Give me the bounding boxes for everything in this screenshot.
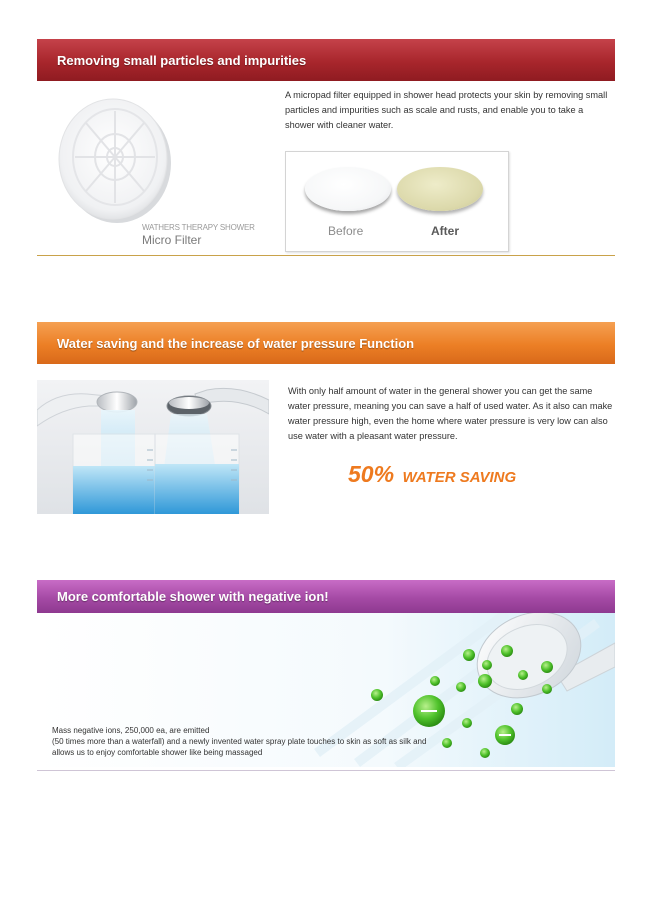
product-caption: WATHERS THERAPY SHOWER [142, 223, 255, 232]
section-negative-ion [37, 580, 615, 775]
section-water-saving [37, 322, 615, 522]
saving-label: WATER SAVING [402, 469, 517, 486]
before-pad [305, 167, 391, 211]
before-label: Before [328, 224, 364, 238]
saving-percent: 50% [348, 461, 395, 487]
micro-filter-image [51, 91, 177, 227]
after-pad [397, 167, 483, 211]
section-description: Mass negative ions, 250,000 ea, are emitted (50 times more than a waterfall) and a newly invented water spray plate touches to skin as soft as silk and allows us to enjoy comfortable shower like being massaged [52, 726, 427, 757]
section-divider [37, 770, 615, 771]
section-title: Removing small particles and impurities [57, 52, 307, 68]
section-title: Water saving and the increase of water pressure Function [57, 335, 415, 351]
section-title-banner [37, 39, 615, 81]
section-description: With only half amount of water in the general shower you can get the same water pressure, meaning you can save a half of used water. As it also can make water pressure high, even the home where water pressure is very low can also use water with a pleasant water pressure. [288, 386, 613, 441]
product-name: Micro Filter [142, 233, 202, 247]
after-label: After [431, 224, 460, 238]
section-title-banner [37, 322, 615, 364]
section-divider [37, 255, 615, 256]
section-micro-filter [37, 39, 615, 259]
section-description: A micropad filter equipped in shower head protects your skin by removing small particles and impurities such as scale and rusts, and enable you to take a shower with cleaner water. [285, 90, 608, 130]
shower-comparison-image [37, 380, 269, 514]
section-title: More comfortable shower with negative ion! [57, 589, 329, 604]
before-after-box [285, 151, 509, 252]
water-saving-callout [348, 461, 516, 488]
section-title-banner [37, 580, 615, 613]
